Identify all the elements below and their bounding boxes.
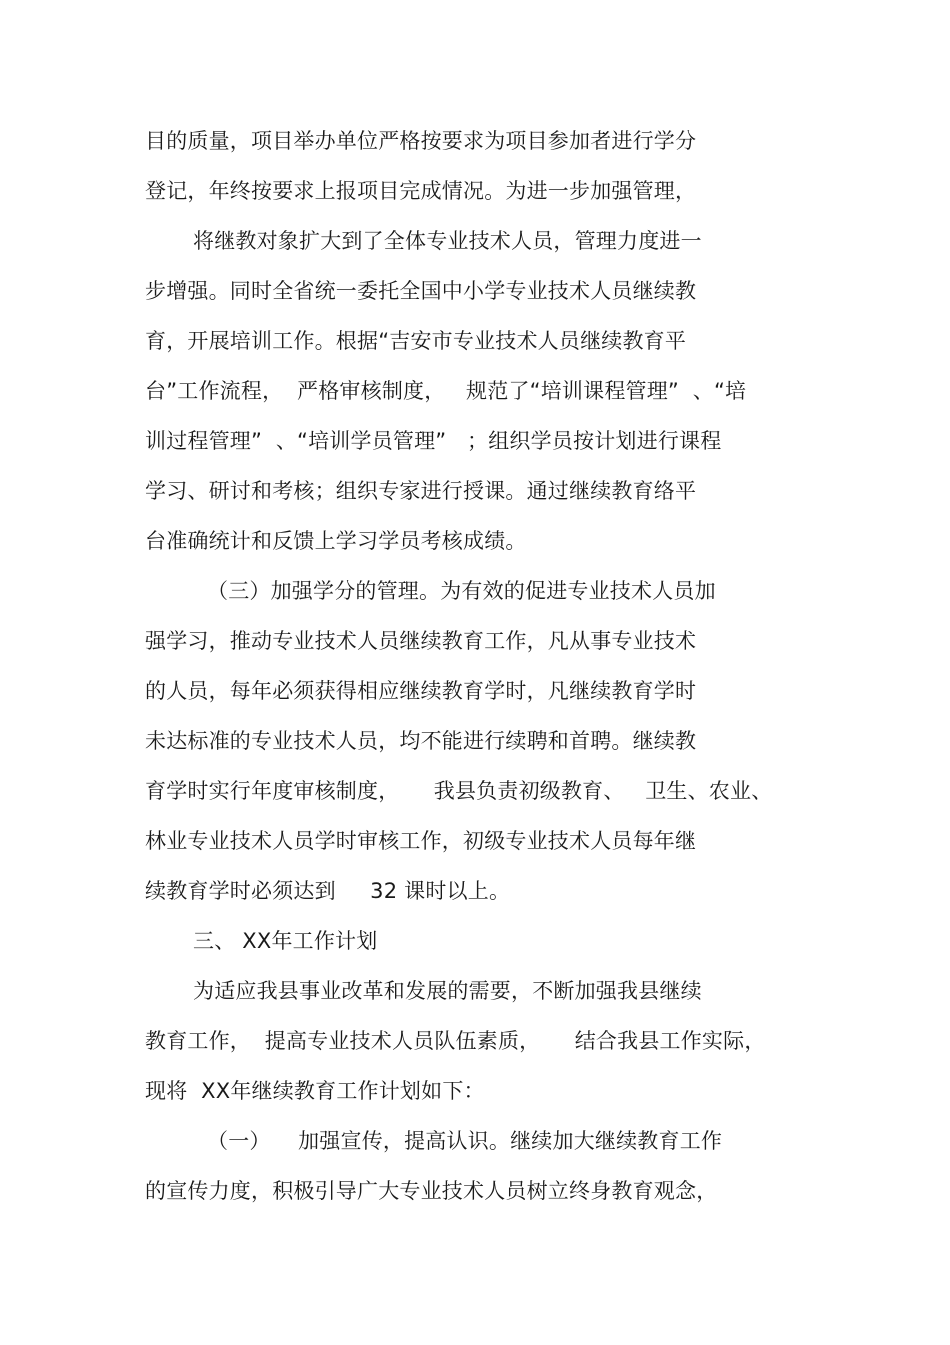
paragraph-line: 的宣传力度，积极引导广大专业技术人员树立终身教育观念， [145, 1179, 718, 1203]
paragraph-line: 续教育学时必须达到 32 课时以上。 [145, 879, 511, 903]
paragraph-line: 登记，年终按要求上报项目完成情况。为进一步加强管理， [145, 179, 697, 203]
paragraph-line: 步增强。同时全省统一委托全国中小学专业技术人员继续教 [145, 279, 697, 303]
paragraph-line: 台准确统计和反馈上学习学员考核成绩。 [145, 529, 527, 553]
paragraph-line: 训过程管理” 、“培训学员管理” ；组织学员按计划进行课程 [145, 429, 722, 453]
paragraph-line: （三）加强学分的管理。为有效的促进专业技术人员加 [207, 579, 716, 603]
paragraph-line: 育，开展培训工作。根据“吉安市专业技术人员继续教育平 [145, 329, 687, 353]
paragraph-line: （一） 加强宣传，提高认识。继续加大继续教育工作 [207, 1129, 723, 1153]
paragraph-line: 强学习，推动专业技术人员继续教育工作，凡从事专业技术 [145, 629, 697, 653]
paragraph-line: 林业专业技术人员学时审核工作，初级专业技术人员每年继 [145, 829, 697, 853]
paragraph-line: 为适应我县事业改革和发展的需要，不断加强我县继续 [193, 979, 702, 1003]
paragraph-line: 现将 XX年继续教育工作计划如下： [145, 1079, 485, 1103]
paragraph-line: 学习、研讨和考核；组织专家进行授课。通过继续教育络平 [145, 479, 697, 503]
section-heading: 三、 XX年工作计划 [193, 929, 378, 953]
paragraph-line: 的人员，每年必须获得相应继续教育学时，凡继续教育学时 [145, 679, 697, 703]
paragraph-line: 教育工作， 提高专业技术人员队伍素质， 结合我县工作实际， [145, 1029, 766, 1053]
paragraph-line: 目的质量，项目举办单位严格按要求为项目参加者进行学分 [145, 129, 697, 153]
paragraph-line: 将继教对象扩大到了全体专业技术人员，管理力度进一 [193, 229, 702, 253]
paragraph-line: 未达标准的专业技术人员，均不能进行续聘和首聘。继续教 [145, 729, 697, 753]
paragraph-line: 育学时实行年度审核制度， 我县负责初级教育、 卫生、农业、 [145, 779, 773, 803]
paragraph-line: 台”工作流程， 严格审核制度， 规范了“培训课程管理” 、“培 [145, 379, 747, 403]
